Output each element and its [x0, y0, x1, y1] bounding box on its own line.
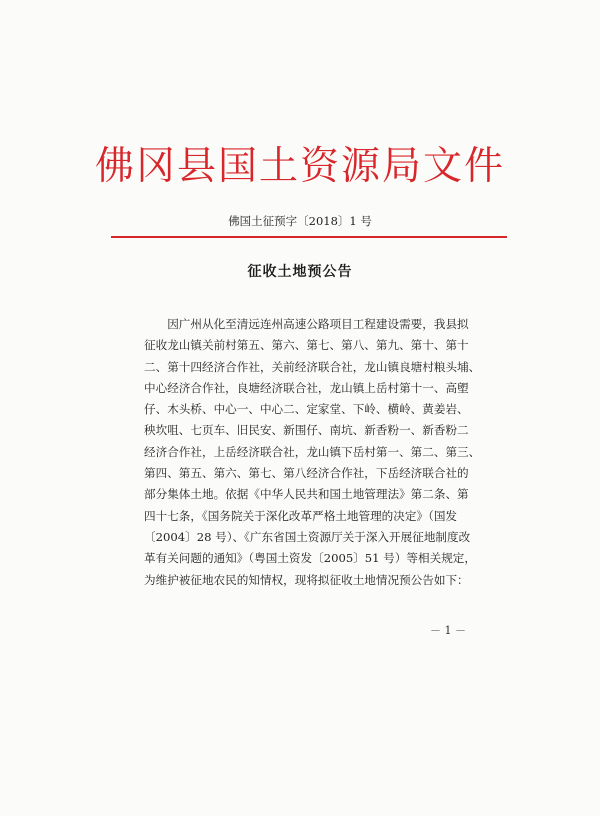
body-line: 〔2004〕28 号）、《广东省国土资源厅关于深入开展征地制度改	[144, 529, 471, 544]
document-number: 佛国土征预字〔2018〕1 号	[228, 214, 372, 228]
body-line: 部分集体土地。依据《中华人民共和国土地管理法》第二条、第	[144, 487, 469, 502]
body-line: 秧坎咀、七页车、旧民安、新围仔、南坑、新香粉一、新香粉二	[144, 423, 469, 438]
body-line: 第四、第五、第六、第七、第八经济合作社，下岳经济联合社的	[144, 466, 469, 481]
notice-body	[144, 314, 481, 591]
body-line: 因广州从化至清远连州高速公路项目工程建设需要，我县拟	[144, 317, 469, 331]
body-line: 二、第十四经济合作社，关前经济联合社，龙山镇良塘村粮头埔、	[144, 359, 481, 374]
body-line: 革有关问题的通知》（粤国土资发〔2005〕51 号）等相关规定，	[144, 551, 476, 566]
red-divider-line	[111, 236, 507, 238]
notice-title: 征收土地预公告	[247, 264, 353, 280]
body-line: 仔、木头桥、中心一、中心二、定家堂、下岭、横岭、黄姜岩、	[144, 402, 469, 417]
body-line: 四十七条，《国务院关于深化改革严格土地管理的决定》（国发	[144, 508, 458, 523]
body-line: 征收龙山镇关前村第五、第六、第七、第八、第九、第十、第十	[144, 338, 469, 353]
page-number: － 1 －	[430, 624, 466, 637]
issuer-header-title: 佛冈县国土资源局文件	[94, 144, 505, 189]
body-line: 中心经济合作社，良塘经济联合社，龙山镇上岳村第十一、高塱	[144, 380, 469, 395]
body-line: 经济合作社，上岳经济联合社，龙山镇下岳村第一、第二、第三、	[144, 444, 481, 459]
body-line: 为维护被征地农民的知情权，现将拟征收土地情况预公告如下：	[144, 572, 469, 587]
